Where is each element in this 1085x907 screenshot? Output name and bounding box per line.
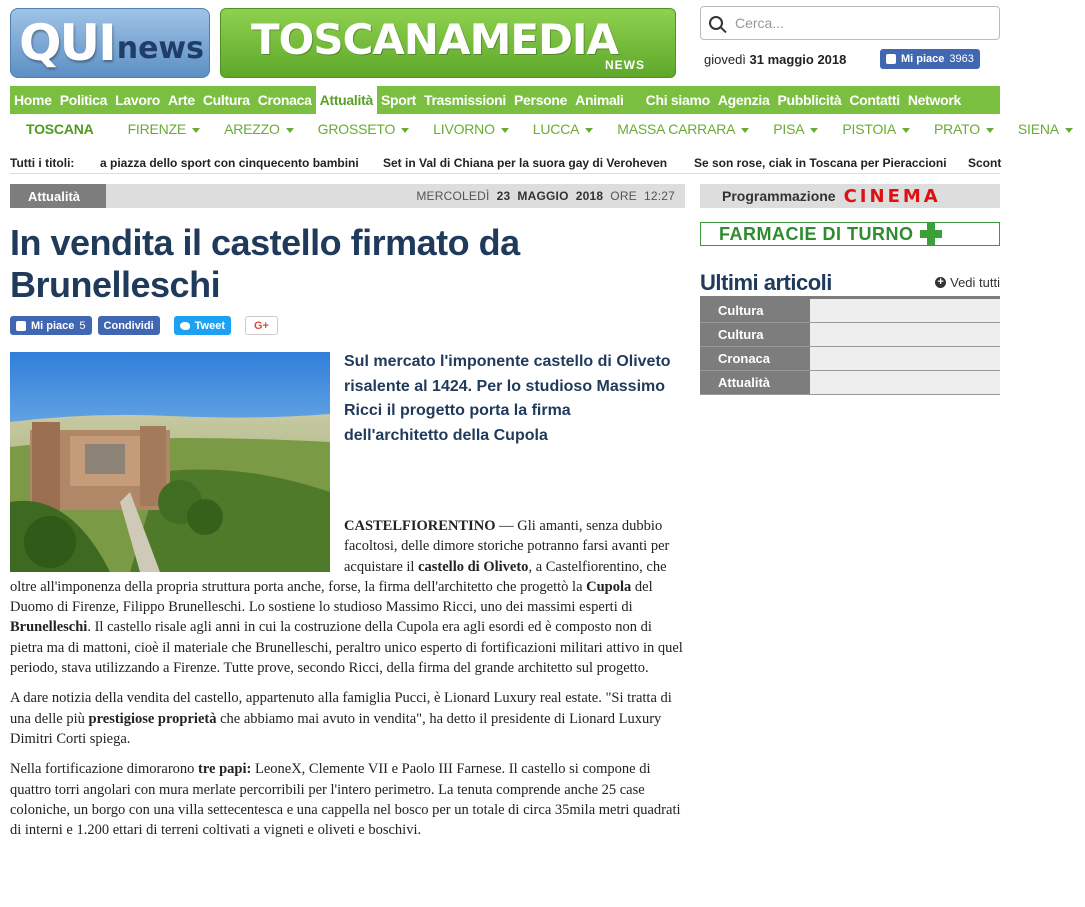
chevron-down-icon bbox=[501, 128, 509, 133]
tweet-label: Tweet bbox=[194, 319, 225, 332]
latest-articles-list bbox=[700, 296, 1000, 395]
ticker-label: Tutti i titoli: bbox=[10, 156, 75, 170]
bold-text: castello di Oliveto bbox=[418, 558, 529, 575]
province-label: SIENA bbox=[1017, 121, 1059, 137]
chevron-down-icon bbox=[810, 128, 818, 133]
province-label: MASSA CARRARA bbox=[617, 121, 736, 137]
province-item-arezzo[interactable] bbox=[212, 121, 306, 137]
pharmacy-label: FARMACIE DI TURNO bbox=[719, 223, 914, 244]
thumbs-up-icon bbox=[886, 54, 896, 64]
logo-news-text: news bbox=[116, 30, 204, 66]
fb-like-share-button[interactable] bbox=[10, 316, 92, 335]
article-paragraph-2 bbox=[10, 688, 686, 749]
province-label: LIVORNO bbox=[433, 121, 495, 137]
nav-item-cronaca[interactable]: Cronaca bbox=[257, 92, 312, 108]
thumbs-up-icon bbox=[16, 321, 26, 331]
province-item-toscana[interactable]: TOSCANA bbox=[26, 121, 94, 137]
article-title: In vendita il castello firmato da Brunelleschi bbox=[10, 222, 520, 305]
chevron-down-icon bbox=[585, 128, 593, 133]
search-icon[interactable] bbox=[709, 16, 723, 30]
ticker-item[interactable]: Se son rose, ciak in Toscana per Pieraccioni bbox=[694, 156, 947, 170]
article-headline-placeholder bbox=[810, 299, 1000, 322]
text: — Gli amanti, senza dubbio facoltosi, delle dimore storiche potranno farsi avanti per acquistare il bbox=[344, 518, 670, 575]
nav-item-cultura[interactable]: Cultura bbox=[202, 92, 250, 108]
text: LeoneX, Clemente VII e Paolo III Farnese. Il castello si compone di quattro torri angolari con mura merlate percorribili per l'intero perimetro. La tenuta comprende anche 25 case coloniche, un borgo con una villa settecentesca e una cappella nel bosco per un totale di circa 35mila metri quadrati di interni e 1.200 ettari di terreni coltivati a vigneti e oliveti e boschivi. bbox=[10, 761, 681, 839]
pub-month: MAGGIO bbox=[517, 189, 569, 203]
bold-text: Cupola bbox=[586, 578, 632, 595]
nav-item-agenzia[interactable]: Agenzia bbox=[717, 92, 770, 108]
article-headline-placeholder bbox=[810, 323, 1000, 346]
headline-ticker bbox=[10, 152, 1000, 174]
article-category: Cultura bbox=[700, 323, 810, 346]
share-like-count: 5 bbox=[79, 319, 86, 332]
pub-ore: ORE bbox=[610, 189, 637, 203]
text: che abbiamo mai avuto in vendita", ha detto il presidente di Lionard Luxury Dimitri Corti spiega. bbox=[10, 710, 662, 747]
article-section-bar bbox=[10, 184, 685, 208]
list-item[interactable] bbox=[700, 323, 1000, 347]
pharmacy-cross-icon bbox=[920, 223, 942, 245]
province-label: PISTOIA bbox=[842, 121, 896, 137]
date-value: 31 maggio 2018 bbox=[749, 52, 847, 67]
province-item-pisa[interactable] bbox=[761, 121, 830, 137]
twitter-bird-icon bbox=[180, 322, 190, 330]
nav-item-attualita[interactable]: Attualità bbox=[316, 86, 377, 114]
logo-tm-sub: NEWS bbox=[605, 58, 645, 72]
article-category: Attualità bbox=[700, 371, 810, 394]
toscanamedia-logo[interactable] bbox=[220, 8, 676, 78]
pub-time: 12:27 bbox=[643, 189, 675, 203]
province-item-grosseto[interactable] bbox=[306, 121, 422, 137]
province-label: PISA bbox=[773, 121, 805, 137]
fb-share-button[interactable]: Condividi bbox=[98, 316, 160, 335]
province-item-pistoia[interactable] bbox=[830, 121, 922, 137]
fb-like-count: 3963 bbox=[949, 53, 974, 65]
nav-item-network[interactable]: Network bbox=[907, 92, 961, 108]
plus-circle-icon: + bbox=[935, 277, 946, 288]
nav-spacer bbox=[628, 86, 642, 114]
nav-item-animali[interactable]: Animali bbox=[575, 92, 624, 108]
chevron-down-icon bbox=[902, 128, 910, 133]
nav-item-arte[interactable]: Arte bbox=[168, 92, 195, 108]
article-category: Cronaca bbox=[700, 347, 810, 370]
article-paragraph-3 bbox=[10, 759, 686, 840]
list-item[interactable] bbox=[700, 299, 1000, 323]
chevron-down-icon bbox=[986, 128, 994, 133]
tweet-button[interactable] bbox=[174, 316, 231, 335]
bold-text: Brunelleschi bbox=[10, 619, 88, 636]
see-all-link[interactable] bbox=[935, 275, 1000, 290]
see-all-label: Vedi tutti bbox=[950, 275, 1000, 290]
quinews-logo[interactable] bbox=[10, 8, 210, 78]
section-tag[interactable]: Attualità bbox=[10, 184, 106, 208]
photo-float-spacer bbox=[10, 516, 344, 574]
nav-item-politica[interactable]: Politica bbox=[59, 92, 108, 108]
ticker-item[interactable]: a piazza dello sport con cinquecento bambini bbox=[100, 156, 359, 170]
text: del Duomo di Firenze, Filippo Brunelleschi. Lo sostiene lo studioso Massimo Ricci, uno dei massimi esperti di bbox=[10, 578, 653, 616]
pub-year: 2018 bbox=[575, 189, 604, 203]
province-item-massa-carrara[interactable] bbox=[605, 121, 761, 137]
publish-date bbox=[416, 189, 685, 203]
date-weekday: giovedì bbox=[704, 52, 746, 67]
ticker-item[interactable]: Set in Val di Chiana per la suora gay di Veroheven bbox=[383, 156, 668, 170]
text: , a Castelfiorentino, che oltre all'imponenza della propria struttura porta anche, forse, la firma dell'architetto che progettò la bbox=[10, 558, 667, 595]
chevron-down-icon bbox=[1065, 128, 1073, 133]
province-item-prato[interactable] bbox=[922, 121, 1006, 137]
nav-item-persone[interactable]: Persone bbox=[514, 92, 568, 108]
cinema-label: CINEMA bbox=[843, 185, 941, 207]
chevron-down-icon bbox=[401, 128, 409, 133]
province-item-livorno[interactable] bbox=[421, 121, 521, 137]
province-label: GROSSETO bbox=[317, 121, 396, 137]
province-label: FIRENZE bbox=[127, 121, 187, 137]
nav-item-sport[interactable]: Sport bbox=[380, 92, 417, 108]
chevron-down-icon bbox=[286, 128, 294, 133]
article-headline-placeholder bbox=[810, 347, 1000, 370]
bold-text: tre papi: bbox=[198, 761, 252, 778]
prog-label: Programmazione bbox=[722, 188, 836, 204]
nav-item-home[interactable]: Home bbox=[14, 92, 52, 108]
search-input[interactable] bbox=[735, 15, 975, 31]
facebook-like-button[interactable] bbox=[880, 49, 980, 69]
list-item[interactable] bbox=[700, 347, 1000, 371]
share-like-label: Mi piace bbox=[31, 319, 75, 332]
logo-qui-text: QUI bbox=[19, 14, 115, 72]
article-category: Cultura bbox=[700, 299, 810, 322]
province-item-siena[interactable] bbox=[1006, 121, 1085, 137]
article-lead: Sul mercato l'imponente castello di Oliveto risalente al 1424. Per lo studioso Massimo Ricci il progetto porta la firma dell'architetto della Cupola bbox=[344, 353, 671, 444]
text: . Il castello risale agli anni in cui la costruzione della Cupola era agli esordi ed è composto non di pietra ma di mattoni, cioè il materiale che Brunelleschi, peraltro unico esperto di fortificazioni militari attivo in quel periodo, stava utilizzando a Firenze. Tutte prove, secondo Ricci, della firma del grande architetto sul progetto. bbox=[10, 619, 683, 677]
main-nav bbox=[10, 86, 1000, 114]
province-label: AREZZO bbox=[224, 121, 280, 137]
share-bar bbox=[10, 316, 278, 336]
cinema-programming-banner[interactable] bbox=[700, 184, 1000, 208]
article-body bbox=[10, 516, 686, 850]
province-item-lucca[interactable] bbox=[521, 121, 605, 137]
nav-item-trasmissioni[interactable]: Trasmissioni bbox=[424, 92, 507, 108]
province-item-firenze[interactable] bbox=[116, 121, 213, 137]
dateline: CASTELFIORENTINO bbox=[344, 518, 496, 534]
province-label: PRATO bbox=[933, 121, 980, 137]
google-plus-button[interactable]: G+ bbox=[245, 316, 278, 335]
nav-item-contatti[interactable]: Contatti bbox=[849, 92, 900, 108]
logo-tm-text: TOSCANAMEDIA bbox=[251, 15, 619, 64]
nav-item-chi-siamo[interactable]: Chi siamo bbox=[645, 92, 710, 108]
ticker-item[interactable]: Scont bbox=[968, 156, 1002, 170]
text: A dare notizia della vendita del castello, appartenuto alla famiglia Pucci, è Lionard Luxury real estate. "Si tratta di una delle più bbox=[10, 690, 672, 727]
fb-like-label: Mi piace bbox=[901, 53, 945, 65]
current-date bbox=[704, 52, 846, 67]
pub-day: 23 bbox=[496, 189, 511, 203]
search-box[interactable] bbox=[700, 6, 1000, 40]
article-headline-placeholder bbox=[810, 371, 1000, 394]
list-item[interactable] bbox=[700, 371, 1000, 395]
province-label: LUCCA bbox=[532, 121, 580, 137]
pharmacy-banner[interactable] bbox=[700, 222, 1000, 246]
text: Nella fortificazione dimorarono bbox=[10, 761, 199, 778]
province-nav bbox=[10, 114, 1059, 144]
chevron-down-icon bbox=[741, 128, 749, 133]
chevron-down-icon bbox=[192, 128, 200, 133]
pub-weekday: MERCOLEDÌ bbox=[416, 189, 490, 203]
latest-articles-title: Ultimi articoli bbox=[700, 270, 832, 295]
bold-text: prestigiose proprietà bbox=[88, 710, 217, 727]
nav-item-pubblicita[interactable]: Pubblicità bbox=[777, 92, 842, 108]
nav-item-lavoro[interactable]: Lavoro bbox=[115, 92, 160, 108]
